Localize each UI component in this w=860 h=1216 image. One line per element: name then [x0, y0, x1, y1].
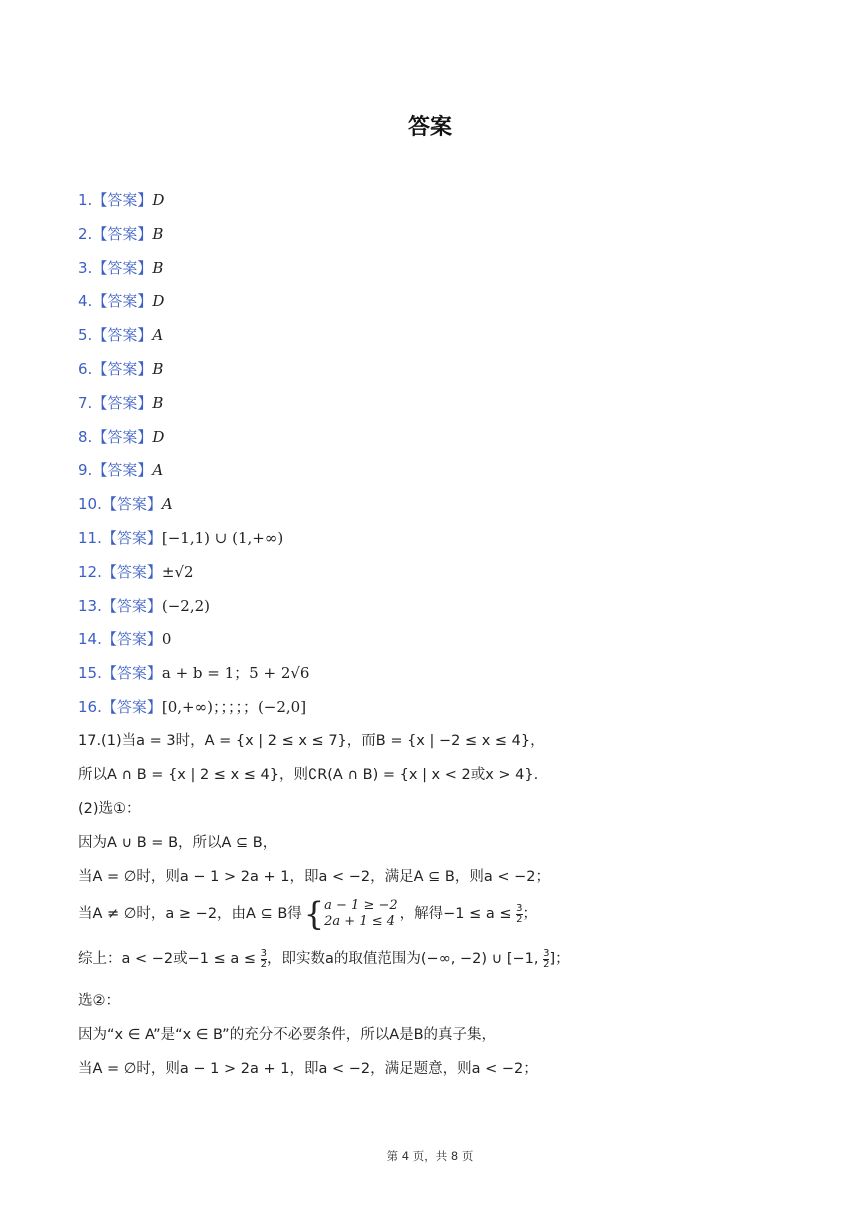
solution-line [78, 895, 538, 933]
answer-item [78, 258, 163, 278]
solution-text: ，解得−1 ≤ a ≤ [399, 906, 512, 922]
solution-text: 综上：a < −2或−1 ≤ a ≤ [78, 951, 257, 967]
answer-value: B [152, 393, 164, 412]
answer-tag: 【答案】 [101, 596, 162, 615]
solution-line: 当A = ∅时，则a − 1 > 2a + 1，即a < −2，满足题意，则a < −2； [78, 1061, 538, 1077]
answer-tag: 【答案】 [92, 461, 153, 480]
fraction: $\frac{3}{2}$ [543, 947, 550, 970]
answer-tag: 【答案】 [92, 292, 153, 311]
answer-value: 0 [161, 630, 172, 649]
answer-value: D [152, 292, 165, 311]
answer-tag: 【答案】 [101, 664, 162, 683]
solution-line: (2)选①： [78, 801, 141, 817]
page-title: 答案 [407, 115, 452, 140]
answer-number: 2. [78, 224, 93, 243]
solution-line: 所以A ∩ B = {x | 2 ≤ x ≤ 4}，则∁R(A ∩ B) = {x | x < 2或x > 4}. [78, 767, 539, 783]
answer-value: a + b = 1；5 + 2√6 [161, 664, 310, 683]
answer-number: 3. [78, 258, 93, 277]
answer-value: A [152, 326, 164, 345]
solution-text: 当A ≠ ∅时，a ≥ −2，由A ⊆ B得 [78, 906, 302, 922]
answer-number: 7. [78, 393, 93, 412]
answer-item [78, 291, 164, 311]
answer-tag: 【答案】 [101, 495, 162, 514]
answer-value: ±√2 [161, 562, 194, 581]
answer-tag: 【答案】 [92, 326, 153, 345]
solution-line: 因为A ∪ B = B，所以A ⊆ B， [78, 835, 278, 851]
answer-value: [0,+∞)；；；；；(−2,0] [161, 698, 307, 716]
answer-item [78, 528, 283, 548]
answer-item [78, 460, 163, 480]
answer-number: 4. [78, 292, 93, 311]
answer-tag: 【答案】 [92, 427, 153, 446]
answer-number: 8. [78, 427, 93, 446]
answer-item [78, 562, 194, 582]
answer-tag: 【答案】 [92, 191, 153, 209]
answer-item [78, 427, 164, 447]
answer-number: 6. [78, 360, 93, 378]
answer-value: A [161, 495, 173, 514]
solution-line: 因为“x ∈ A”是“x ∈ B”的充分不必要条件，所以A是B的真子集， [78, 1027, 497, 1043]
answer-value: [−1,1) ∪ (1,+∞) [161, 529, 284, 547]
solution-line: 选②： [78, 993, 120, 1009]
answer-item [78, 393, 163, 413]
fraction: $\frac{3}{2}$ [516, 902, 523, 925]
answer-tag: 【答案】 [101, 562, 162, 581]
solution-text: ，即实数a的取值范围为(−∞, −2) ∪ [−1, [267, 951, 539, 967]
answer-value: B [152, 258, 164, 277]
system-row: a − 1 ≥ −2 [324, 898, 398, 913]
answer-value: B [152, 224, 164, 243]
solution-line [78, 948, 570, 970]
answer-item [78, 629, 171, 649]
answer-number: 9. [78, 461, 93, 480]
answer-number: 15. [78, 664, 102, 683]
answer-value: A [152, 461, 164, 480]
equation-system: { a − 1 ≥ −2 2a + 1 ≤ 4 [303, 895, 398, 933]
answer-number: 11. [78, 529, 102, 547]
answer-number: 1. [78, 191, 93, 209]
answer-item [78, 697, 306, 717]
answer-value: D [152, 427, 165, 446]
answer-tag: 【答案】 [101, 698, 162, 716]
solution-line: 17.(1)当a = 3时，A = {x | 2 ≤ x ≤ 7}，而B = {x | −2 ≤ x ≤ 4}， [78, 733, 545, 749]
answer-item [78, 325, 163, 345]
answer-value: B [152, 360, 164, 378]
solution-text: ； [522, 906, 538, 922]
answer-item [78, 359, 163, 379]
answer-item [78, 596, 210, 616]
answer-number: 16. [78, 698, 102, 716]
solution-line: 当A = ∅时，则a − 1 > 2a + 1，即a < −2，满足A ⊆ B，则a < −2； [78, 869, 550, 885]
answer-item [78, 494, 173, 514]
answer-item [78, 190, 164, 210]
answer-tag: 【答案】 [92, 360, 153, 378]
answer-tag: 【答案】 [92, 258, 153, 277]
answer-number: 5. [78, 326, 93, 345]
answer-tag: 【答案】 [92, 224, 153, 243]
answer-tag: 【答案】 [92, 393, 153, 412]
answer-item [78, 224, 163, 244]
answer-number: 10. [78, 495, 102, 514]
answer-tag: 【答案】 [101, 529, 162, 547]
answer-value: (−2,2) [161, 596, 211, 615]
answer-number: 14. [78, 630, 102, 649]
answer-number: 13. [78, 596, 102, 615]
answer-tag: 【答案】 [101, 630, 162, 649]
answer-item [78, 663, 309, 683]
solution-text: ]； [549, 951, 570, 967]
answer-number: 12. [78, 562, 102, 581]
page-footer: 第 4 页，共 8 页 [386, 1149, 474, 1163]
fraction: $\frac{3}{2}$ [260, 947, 267, 970]
system-row: 2a + 1 ≤ 4 [324, 914, 396, 929]
answer-value: D [152, 191, 165, 209]
